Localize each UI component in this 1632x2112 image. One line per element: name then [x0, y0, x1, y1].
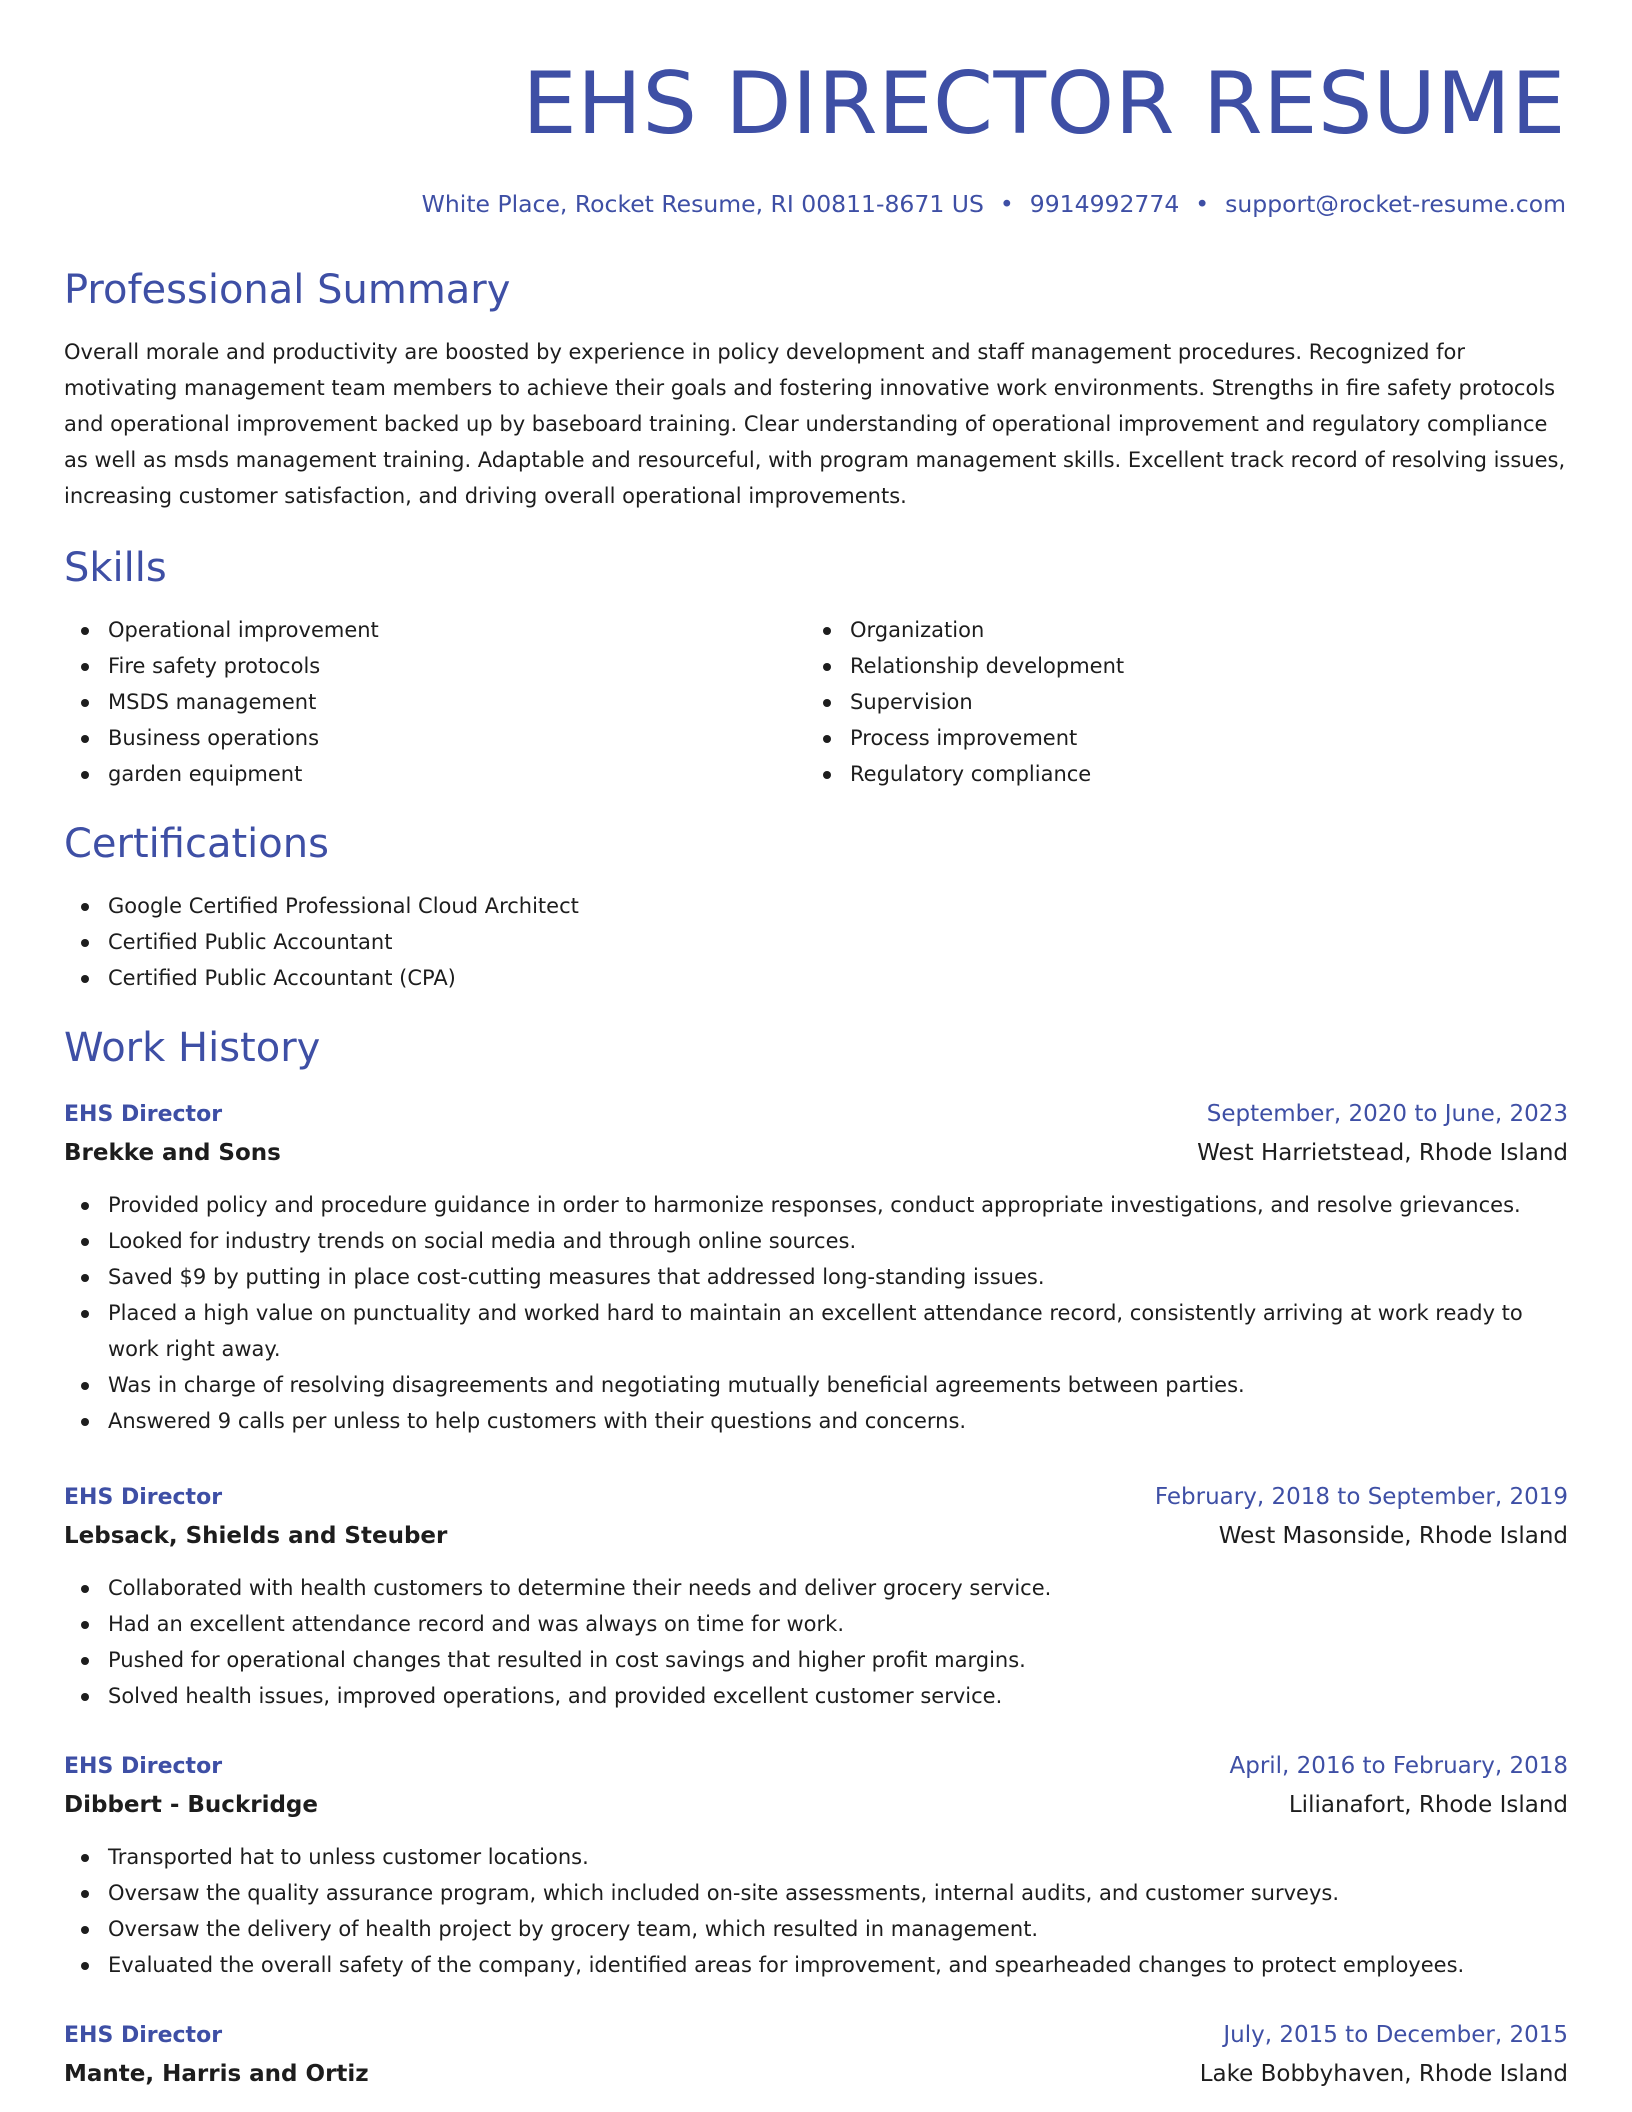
job-subheader	[64, 1135, 1568, 1171]
skill-item: Fire safety protocols	[64, 648, 806, 684]
certification-item: Certified Public Accountant	[64, 924, 1568, 960]
job-entry	[64, 1096, 1568, 1439]
summary-text: Overall morale and productivity are boosted by experience in policy development and staff management procedures. Recognized for motivating management team members to achieve their goals and fostering innovative work environments. Strengths in fire safety protocols and operational improvement backed up by baseboard training. Clear understanding of operational improvement and regulatory compliance as well as msds management training. Adaptable and resourceful, with program management skills. Excellent track record of resolving issues, increasing customer satisfaction, and driving overall operational improvements.	[64, 340, 1566, 508]
work-history-list	[64, 1096, 1568, 2092]
job-dates: July, 2015 to December, 2015	[1223, 2022, 1568, 2048]
job-duty-item: Oversaw the quality assurance program, which included on-site assessments, internal audits, and customer surveys.	[64, 1875, 1568, 1911]
job-header	[64, 1096, 1568, 1133]
job-duty-item: Oversaw the delivery of health project by grocery team, which resulted in management.	[64, 1911, 1568, 1947]
skills-column-right	[806, 612, 1548, 792]
skill-item: garden equipment	[64, 756, 806, 792]
certification-item: Certified Public Accountant (CPA)	[64, 960, 1568, 996]
summary-heading: Professional Summary	[64, 267, 511, 313]
job-title: EHS Director	[64, 1485, 223, 1510]
skill-item: Supervision	[806, 684, 1548, 720]
job-company: Mante, Harris and Ortiz	[64, 2061, 369, 2087]
job-duties-list	[64, 1187, 1568, 1439]
job-duty-item: Evaluated the overall safety of the company, identified areas for improvement, and spearheaded changes to protect employees.	[64, 1947, 1568, 1983]
contact-separator: •	[999, 190, 1014, 218]
job-subheader	[64, 1787, 1568, 1823]
job-duty-item: Collaborated with health customers to determine their needs and deliver grocery service.	[64, 1570, 1568, 1606]
job-title: EHS Director	[64, 1754, 223, 1779]
job-header	[64, 1748, 1568, 1785]
skill-item: Operational improvement	[64, 612, 806, 648]
job-entry	[64, 2017, 1568, 2092]
job-company: Dibbert - Buckridge	[64, 1792, 318, 1818]
job-entry	[64, 1479, 1568, 1714]
skill-item: Relationship development	[806, 648, 1548, 684]
job-duty-item: Was in charge of resolving disagreements and negotiating mutually beneficial agreements between parties.	[64, 1367, 1568, 1403]
job-subheader	[64, 1518, 1568, 1554]
job-duty-item: Pushed for operational changes that resulted in cost savings and higher profit margins.	[64, 1642, 1568, 1678]
contact-separator: •	[1195, 190, 1210, 218]
job-dates: February, 2018 to September, 2019	[1154, 1484, 1568, 1510]
job-duties-list	[64, 1839, 1568, 1983]
job-title: EHS Director	[64, 2023, 223, 2048]
work-history-heading: Work History	[64, 1025, 321, 1071]
skill-item: Business operations	[64, 720, 806, 756]
job-duty-item: Looked for industry trends on social media and through online sources.	[64, 1223, 1568, 1259]
job-location: Lake Bobbyhaven, Rhode Island	[1199, 2061, 1568, 2087]
job-location: Lilianafort, Rhode Island	[1288, 1792, 1568, 1818]
job-duty-item: Transported hat to unless customer locations.	[64, 1839, 1568, 1875]
contact-line	[64, 188, 1566, 220]
job-duty-item: Placed a high value on punctuality and worked hard to maintain an excellent attendance record, consistently arriving at work ready to work right away.	[64, 1295, 1568, 1367]
contact-email[interactable]: support@rocket-resume.com	[1225, 190, 1566, 218]
job-duties-list	[64, 1570, 1568, 1714]
job-title: EHS Director	[64, 1102, 223, 1127]
job-duty-item: Saved $9 by putting in place cost-cutting measures that addressed long-standing issues.	[64, 1259, 1568, 1295]
contact-address: White Place, Rocket Resume, RI 00811-8671 US	[421, 190, 984, 218]
job-location: West Masonside, Rhode Island	[1218, 1523, 1568, 1549]
skill-item: MSDS management	[64, 684, 806, 720]
job-dates: April, 2016 to February, 2018	[1229, 1753, 1568, 1779]
job-location: West Harrietstead, Rhode Island	[1197, 1140, 1568, 1166]
job-entry	[64, 1748, 1568, 1983]
certification-item: Google Certified Professional Cloud Architect	[64, 888, 1568, 924]
job-company: Brekke and Sons	[64, 1140, 281, 1166]
skill-item: Process improvement	[806, 720, 1548, 756]
job-duty-item: Had an excellent attendance record and was always on time for work.	[64, 1606, 1568, 1642]
job-dates: September, 2020 to June, 2023	[1206, 1101, 1568, 1127]
certifications-heading: Certifications	[64, 821, 329, 867]
skill-item: Regulatory compliance	[806, 756, 1548, 792]
job-header	[64, 1479, 1568, 1516]
skills-column-left	[64, 612, 806, 792]
certifications-list	[64, 888, 1568, 996]
resume-title: EHS DIRECTOR RESUME	[522, 54, 1566, 154]
job-duty-item: Solved health issues, improved operations, and provided excellent customer service.	[64, 1678, 1568, 1714]
job-duty-item: Provided policy and procedure guidance in order to harmonize responses, conduct appropriate investigations, and resolve grievances.	[64, 1187, 1568, 1223]
job-subheader	[64, 2056, 1568, 2092]
job-company: Lebsack, Shields and Steuber	[64, 1523, 448, 1549]
job-header	[64, 2017, 1568, 2054]
contact-phone: 9914992774	[1029, 190, 1180, 218]
skill-item: Organization	[806, 612, 1548, 648]
skills-heading: Skills	[64, 545, 167, 591]
skills-list	[64, 612, 1568, 792]
job-duty-item: Answered 9 calls per unless to help customers with their questions and concerns.	[64, 1403, 1568, 1439]
